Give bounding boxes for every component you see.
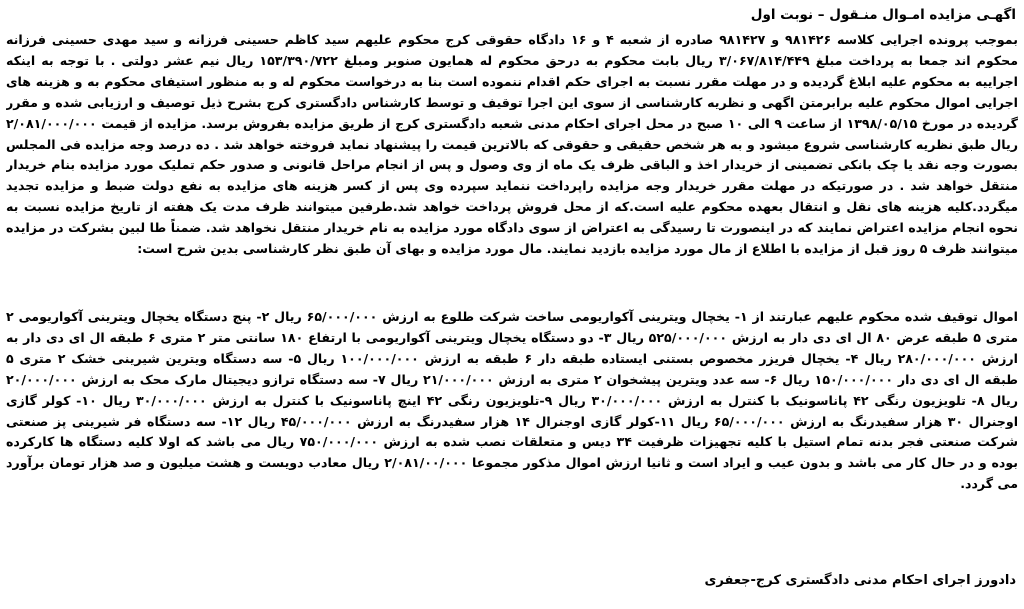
notice-body-paragraph: بموجب پرونده اجرایی کلاسه ۹۸۱۴۲۶ و ۹۸۱۴۲۷ صادره از شعبه ۴ و ۱۶ دادگاه حقوقی کرج محکوم علیهم سید کاظم حسینی فرزانه و سید مهدی حسینی فرزانه محکوم اند جمعا به پرداخت مبلغ ۳/۰۶۷/۸۱۴/۴۴۹ ریال بابت محکوم به درحق محکوم له همایون صنوبر ومبلغ ۱۵۳/۳۹۰/۷۲۲ ریال نیم عشر دولتی . با توجه به اینکه اجراییه به محکوم علیه ابلاغ گردیده و در مهلت مقرر نسبت به اجرای حکم اقدام ننموده است بنا به درخواست محکوم له و به منظور استیفای محکوم به و هزینه های اجرایی اموال محکوم علیه برابرمتن اگهی و نظریه کارشناسی از سوی این اجرا توقیف و توسط کارشناس دادگستری کرج بشرح ذیل توصیف و ارزیابی شده و مقرر گردیده در مورخ ۱۳۹۸/۰۵/۱۵ از ساعت ۹ الی ۱۰ صبح در محل اجرای احکام مدنی شعبه دادگستری کرج از طریق مزایده بفروش برسد. مزایده از قیمت ۲/۰۸۱/۰۰۰/۰۰۰ ریال طبق نظریه کارشناسی شروع میشود و به هر شخص حقیقی و حقوقی که بالاترین قیمت را پیشنهاد نماید فروخته خواهد شد . ده درصد وجه مزایده فی المجلس بصورت وجه نقد یا چک بانکی تضمینی از خریدار اخذ و الباقی ظرف یک ماه از وی وصول و پس از انجام مراحل قانونی و صدور حکم تملیک مورد مزایده بنام خریدار منتقل خواهد شد . در صورتیکه در مهلت مقرر خریدار وجه مزایده راپرداخت ننماید سپرده وی پس از کسر هزینه های مزایده به نفع دولت ضبط و مزایده تجدید میگردد.کلیه هزینه های نقل و انتقال بعهده محکوم علیه است.که از محل فروش پرداخت خواهد شد.طرفین میتوانند ظرف مدت یک هفته از تاریخ مزایده نسبت به نحوه انجام مزایده اعتراض نمایند که در اینصورت تا رسیدگی به اعتراض از سوی دادگاه مورد مزایده به نام خریدار منتقل نخواهد شد. ضمناً طا لبین بشرکت در مزایده میتوانند ظرف ۵ روز قبل از مزایده با اطلاع از مال مورد مزایده بازدید نمایند. مال مورد مزایده و بهای آن طبق نظر کارشناسی بدین شرح است:	[6, 32, 1018, 257]
signature-line: دادورز اجرای احکام مدنی دادگستری کرج-جعفری	[704, 573, 1016, 588]
seized-items-paragraph: اموال توقیف شده محکوم علیهم عبارتند از ۱- یخچال ویترینی آکواریومی ساخت شرکت طلوع به ارزش ۶۵/۰۰۰/۰۰۰ ریال ۲- پنج دستگاه یخچال ویترینی آکواریومی ۲ متری ۵ طبقه عرض ۸۰ ال ای دی دار به ارزش ۵۲۵/۰۰۰/۰۰۰ ریال ۳- دو دستگاه یخچال ویترینی آکواریومی با ارتفاع ۱۸۰ سانتی متر ۲ متری ۶ طبقه ال ای دی دار به ارزش ۲۸۰/۰۰۰/۰۰۰ ریال ۴- یخچال فریزر مخصوص بستنی ایستاده طبقه دار ۶ طبقه به ارزش ۱۰۰/۰۰۰/۰۰۰ ریال ۵- سه دستگاه ویترین شیرینی خشک ۲ متری ۵ طبقه ال ای دی دار ۱۵۰/۰۰۰/۰۰۰ ریال ۶- سه عدد ویترین پیشخوان ۲ متری به ارزش ۲۱/۰۰۰/۰۰۰ ریال ۷- سه دستگاه ترازو دیجیتال مارک محک به ارزش ۲۰/۰۰۰/۰۰۰ ریال ۸- تلویزیون رنگی ۴۲ پاناسونیک با کنترل به ارزش ۳۰/۰۰۰/۰۰۰ ریال ۹-تلویزیون رنگی ۴۲ اینچ پاناسونیک با کنترل به ارزش ۳۰/۰۰۰/۰۰۰ ریال ۱۰- کولر گازی اوجنرال ۳۰ هزار سفیدرنگ به ارزش ۶۵/۰۰۰/۰۰۰ ریال ۱۱-کولر گازی اوجنرال ۱۴ هزار سفیدرنگ به ارزش ۴۵/۰۰۰/۰۰۰ ریال ۱۲- سه دستگاه فر شیرینی پز صنعتی شرکت صنعتی فجر بدنه تمام استیل با کلیه تجهیزات ظرفیت ۳۴ دیس و متعلقات نصب شده به ارزش ۷۵۰/۰۰۰/۰۰۰ ریال می باشد که اولا کلیه دستگاه ها کارکرده بوده و در حال کار می باشد و بدون عیب و ایراد است و ثانیا ارزش اموال مذکور مجموعا ۲/۰۸۱/۰۰/۰۰۰ ریال معادب دویست و هشت میلیون و صد هزار تومان برآورد می گردد.	[6, 309, 1018, 492]
notice-title: اگهـی مزایده امـوال منـقول – نوبت اول	[750, 7, 1016, 23]
